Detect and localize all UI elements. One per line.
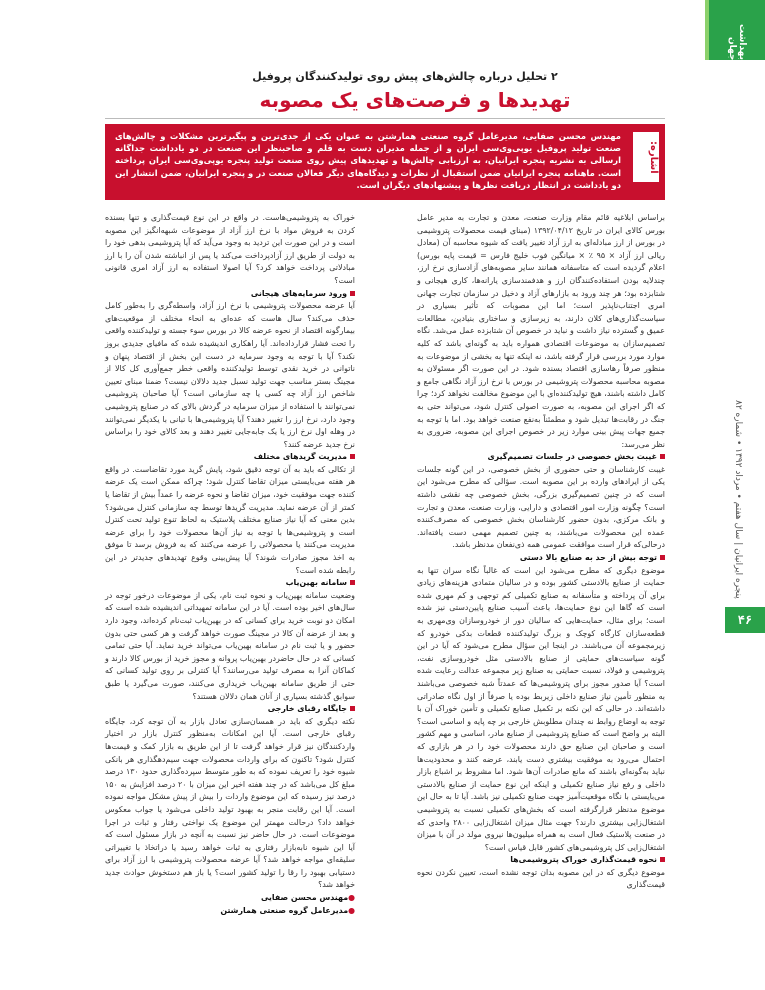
section-heading: جایگاه رقبای خارجی [105, 703, 355, 716]
page-number: ۴۶ [725, 607, 765, 633]
dot-icon: ● [348, 893, 355, 903]
author-name: ●مهندس محسن صفایی [260, 893, 355, 903]
left-column [105, 212, 355, 917]
bullet-icon [660, 857, 665, 862]
paragraph: براساس ابلاغیه قائم مقام وزارت صنعت، معدن و تجارت به مدیر عامل بورس کالای ایران در تاریخ ۱۳۹۲/۰۴/۱۲ (مبنای قیمت محصولات پتروشیمی در بورس از ارز مبادله‌ای به ارز آزاد تغییر یافت که شیوه محاسبه آن (معادل ریالی ارز آزاد × ۹۵ ٪ × میانگین فوب خلیج فارس = قیمت پایه بورس) اعلام گردیده است که متاسفانه همانند سایر مصوبه‌های آزادسازی نرخ ارز، چندلایه بودن استفاده‌کنندگان ارز و هدفمندسازی یارانه‌ها، کاری هیجانی و شتابزده بود؛ هر چند ورود به بازارهای آزاد و دخیل در سازمان تجارت جهانی امری اجتناب‌ناپذیر است؛ اما این مصوبات که تأثیر بسیاری در سیاست‌گذاری‌های کلان دارند، به زیرسازی و ساختاری بنیادین، مطالعات عمیق و گسترده نیاز داشت و نباید در خصوص آن شتابزده عمل می‌شد. نگاه تصمیم‌سازان به موضوعات اقتصادی همواره باید به گونه‌ای باشد که کلیه موارد مورد بررسی قرار گرفته باشد، نه اینکه تنها به بخشی از موضوعات به منظور صرفاً رهاسازی اقتصاد بسنده شود. در این صورت اگر مسئولان به مصوبه محاسبه محصولات پتروشیمی در بورس با نرخ ارز آزاد نگاهی جامع و کامل داشته باشند، هیچ تولیدکننده‌ای با این موضوع مخالفت نخواهد کرد؛ چرا که اگر اجرای این مصوبه، به صورت اصولی کنترل شود، می‌تواند حتی به جنگ در رقابت‌ها تبدیل شود و مطمئناً به‌نفع صنعت خواهد بود. اما با توجه به جمیع جهات پیش بینی موارد زیر در خصوص اجرای این مصوبه، ضروری به نظر می‌رسد: [417, 213, 665, 449]
bullet-icon [660, 555, 665, 560]
kicker: ۲ تحلیل درباره چالش‌های پیش روی تولیدکنندگان پروفیل [252, 70, 558, 83]
paragraph: آیا عرضه محصولات پتروشیمی با نرخ ارز آزاد، واسطه‌گری را به‌طور کامل حذف می‌کند؟ سال هاست که عده‌ای به انحاء مختلف از موقعیت‌های بیمارگونه اقتصاد از نحوه عرضه کالا در بورس سوء جسته و تولیدکننده واقعی را تحت فشار قرارداده‌اند. آیا راهکاری اندیشیده شده که مافیای جدیدی بروز نکند؟ آیا با توجه به وجود سرمایه در دست این بخش از اقتصاد پنهان و ناتوانی در خرید نقدی توسط تولیدکننده واقعی خطر جمع‌آوری کل کالا از مجینگ بستر مناسب جهت تولید نسبل جدید دلالان نیست؟ ضمنا مبنای تعیین شاخص ارز آزاد چه کسی یا چه سازمانی است؟ آیا صاحبان پتروشیمی نمی‌توانند با استفاده از میزان سرمایه در گردش بالای که در صنایع پتروشیمی وجود دارد، نرخ ارز را تغییر دهند؟ آیا پتروشیمی‌ها با تبانی با یکدیگر نمی‌توانند در وهله اول نرخ ارز یا یک جابه‌جایی تغییر دهند و بعد کالای خود را براساس نرخ جدید عرضه کنند؟ [105, 301, 355, 449]
issue-info: پنجره ایرانیان | سال هفتم • مرداد ۱۳۹۲ • شماره ۸۲ [733, 400, 743, 599]
section-tab-accent [705, 0, 709, 60]
sidebar [705, 0, 765, 990]
bullet-icon [350, 291, 355, 296]
section-heading: نحوه قیمت‌گذاری خوراک پتروشیمی‌ها [417, 854, 665, 867]
page-title: تهدیدها و فرصت‌های یک مصوبه [259, 88, 571, 112]
intro-label: اشاره: [633, 132, 659, 182]
intro-text: مهندس محسن صفایی، مدیرعامل گروه صنعتی همارشتن به عنوان یکی از جدی‌ترین و پیگیرترین مشکلات و چالش‌های صنعت تولید پروفیل یوپی‌وی‌سی ایران و از جمله مدیران دست به قلم و صاحبنظر این صنعت در دو یادداشت جداگانه ارسالی به نشریه پنجره ایرانیان، به ارزیابی چالش‌ها و تهدیدهای پیش روی صنعت تولید پنجره یوپی‌وی‌سی ایران پرداخته است. ماهنامه پنجره ایرانیان ضمن استقبال از نظرات و دیدگاه‌های دیگر فعالان صنعت در و پنجره ایرانیان، ضمن انتشار این دو یادداشت در انتظار دریافت نظرها و پیشنهادهای دیگران است. [115, 131, 621, 190]
dot-icon: ● [348, 905, 355, 915]
bullet-icon [660, 454, 665, 459]
bullet-icon [350, 706, 355, 711]
bullet-icon [350, 454, 355, 459]
intro-box [105, 124, 665, 200]
paragraph: از تکالی که باید به آن توجه دقیق شود، پایش گرید مورد تقاضاست. در واقع هر هفته می‌بایستی میزان تقاضا کنترل شود؛ چراکه ممکن است یک عرضه کننده جهت موفقیت خود، میزان تقاضا و نحوه عرضه را عمداً بیش از تقاضا یا کمتر از آن عرضه نماید. مدیریت گریدها توسط چه سازمانی کنترل می‌شود؟بدین معنی که آیا نیاز صنایع مختلف پلاستیک به لحاظ تنوع تولید تحت کنترل است و پتروشیمی‌ها با توجه به نیاز آن‌ها محصولات خود را برای عرضه مدیریت می‌کنند یا محصولاتی را عرضه می‌کنند که به فروش برسد تا موفق به اخذ مجوز صادرات شوند؟ آیا پیش‌بینی وقوع تهدیدهای جدیدتر در این رابطه شده است؟ [105, 464, 355, 575]
paragraph: موضوع دیگری که مطرح می‌شود این است که غالباً نگاه سران تنها به حمایت از صنایع بالادستی کشور بوده و در سالیان متمادی هزینه‌های زیادی برای آن پرداخته و متأسفانه به صنایع تکمیلی کم توجهی و کم مهری شده است که گاها این نوع حمایت‌ها، باعث آسیب صنایع پایین‌دستی نیز شده است؛ برای مثال، حمایت‌هایی که سالیان دور از خودروسازان وی‌مهری به قطعه‌سازان کارگاه کوچک و بزرگ تولیدکننده قطعات بدکی خودرو که زیرمجموعه آن می‌باشند. در اینجا این سؤال مطرح می‌شود که آیا در این گونه سیاست‌های حمایتی از صنایع بالادستی مثل خودروسازی نفت، پتروشیمی و فولاد، نسبت حمایتی به صنایع زیر مجموعه عدالت رعایت شده است؟ آیا صدور مجوز برای پتروشیمی‌ها که عمدتاً شبه خصوصی می‌باشند به منظور تأمین نیاز صنایع داخلی زیربط بوده یا صرفاً از اول نگاه صادراتی داشته‌اند. در حالی که این نکته بر تکمیل صنایع تکمیلی و تأمین خوراک آن با توجه به اوضاع روابط نه چندان مطلوبش خارجی بر چه پایه و اساسی است؟ البته بر واضح است که صنایع پتروشیمی از صنایع مادر، اساسی و مهم کشور است و صاحبان این صنایع حق دارند محصولات خود را در هر بازاری که احتمال می‌رود به موفقیت بیشتری دست یابند، عرضه کنند و محدودیت‌ها نباید به‌گونه‌ای باشند که مانع صادرات آن‌ها شود. اما مشروط بر اشباع بازار داخلی و رفع نیاز صنایع تکمیلی و اینکه این نوع حمایت از صنایع بالادستی می‌بایستی با نگاه موقعیت‌آمیز جهت صنایع تکمیلی نیز باشد. آیا تا به حال این موضوع مدنظر قرارگرفته است که بخش‌های تکمیلی نسبت به پتروشیمی اشتغال‌زایی بیشتری دارند؟ جهت مثال میزان اشتغال‌زایی ۲۸۰۰ واحدی که در صنعت پلاستیک فعال است به همراه میلیون‌ها نیروی مولد در آن با میزان اشتغال‌زایی کل پتروشیمی‌های کشور قابل قیاس است؟ [417, 565, 665, 852]
paragraph: خوراک به پتروشیمی‌هاست. در واقع در این نوع قیمت‌گذاری و تنها بسنده کردن به فروش مواد با نرخ ارز آزاد از موضوعات شبهه‌انگیز این مصوبه است و در این صورت این تردید به وجود می‌آید که آیا پتروشیمی بدهی خود را به دولت از طریق ارز آزادپرداخت می‌کند یا پس از انباشته شدن آن را با ارز مبادلاتی پرداخت خواهد کرد؟ آیا اصولا استفاده به ارز آزاد امری قانونی است؟ [105, 213, 355, 285]
section-heading: سامانه بهین‌یاب [105, 577, 355, 590]
paragraph: غیبت کارشناسان و حتی حضوری از بخش خصوصی، در این گونه جلسات یکی از ایرادهای وارده بر این مصوبه است. سؤالی که مطرح می‌شود این است که در چنین تصمیم‌گیری بزرگی، بخش خصوصی چه نقشی داشته است؟ چگونه وزارت امور اقتصادی و دارایی، وزارت صنعت، معدن و تجارت و بانک مرکزی، بدون حضور کارشناسان بخش خصوصی که مصرف‌کننده عمده این محصولات می‌باشند، به چنین تصمیم مهمی دست یافته‌اند. درحالی‌که قرار است موافقت عمومی همه ذی‌نفعان مدنظر باشد. [417, 464, 665, 550]
section-tab: بهداشت جهان [709, 0, 765, 60]
paragraph: موضوع دیگری که در این مصوبه بدان توجه نشده است، تعیین نکردن نحوه قیمت‌گذاری [417, 867, 665, 890]
section-heading: غیبت بخش خصوصی در جلسات تصمیم‌گیری [417, 451, 665, 464]
author-role: ●مدیرعامل گروه صنعتی همارشتن [220, 905, 355, 915]
paragraph: وضعیت سامانه بهین‌یاب و نحوه ثبت نام، یکی از موضوعات درخور توجه در سال‌های اخیر بوده است. آیا در این سامانه تمهیداتی اندیشیده شده است که امکان دو نوبت خرید برای کسانی که در بهین‌یاب ثبت‌نام کرده‌اند، وجود دارد و بعد از عرضه آن کالا در مجینگ صورت خواهد گرفت و هر کسی حتی بدون حضور و یا ثبت نام در سامانه بهین‌یاب می‌تواند خرید نماید. آیا حتی تمامی کسانی که در حال حاضردر بهین‌یاب پروانه و مجوز خرید از بورس کالا دارند و کماکان آنرا به مصرف تولید می‌رسانند؟ آیا کنترلی بر روی تولید کسانی که حتی از طریق سامانه بهین‌یاب خریداری می‌کنند، صورت می‌گیرد یا طبق سوابق گذشته بسیاری از آنان همان دلالان هستند؟ [105, 590, 355, 701]
section-heading: توجه بیش از حد به صنایع بالا دستی [417, 552, 665, 565]
section-heading: ورود سرمایه‌های هیجانی [105, 288, 355, 301]
divider [105, 118, 665, 119]
section-heading: مدیریت گریدهای مختلف [105, 451, 355, 464]
right-column [417, 212, 665, 892]
paragraph: نکته دیگری که باید در همسان‌سازی تعادل بازار به آن توجه کرد، جایگاه رقبای خارجی است. آیا این امکانات به‌منظور کنترل بازار در اختیار واردکنندگان نیز قرار خواهد گرفت تا از این طریق به بازار کمک و قیمت‌ها کنترل شود؟ تاکنون که برای واردات محصولات جهت سیم‌دهگذاری هر بانکی شیوه خود را تعریف نموده که به طور متوسط سپرده‌گذاری حدود ۱۳۰ درصد مبلغ کل می‌باشد که در چند هفته اخیر این میزان با ۲۰ درصد افزایش به ۱۵۰ درصد نیز رسیده که این موضوع واردات را بیش از پیش مشکل مواجه نموده است. آیا این رقابت منجر به بهبود تولید داخلی می‌شود یا جواب معکوس خواهد داد؟ درحالت مهمتر این موضوع یک نواختی رفتار و ثبات در اجرا موضوعات است. در حال حاضر نیز نسبت به آنچه در بازار مسئول است که آیا این شیوه نابه‌بازار رفتاری به ثبات خواهد رسید یا دراتخاذ با تغییراتی سلیقه‌ای مواجه خواهد شد؟ آیا عرضه محصولات پتروشیمی با ارز آزاد برای دستیابی بهبود را رقا را تولید کشور است؟ یا باز هم دستخوش حوادث جدید خواهد شد؟ [105, 716, 355, 890]
bullet-icon [350, 580, 355, 585]
